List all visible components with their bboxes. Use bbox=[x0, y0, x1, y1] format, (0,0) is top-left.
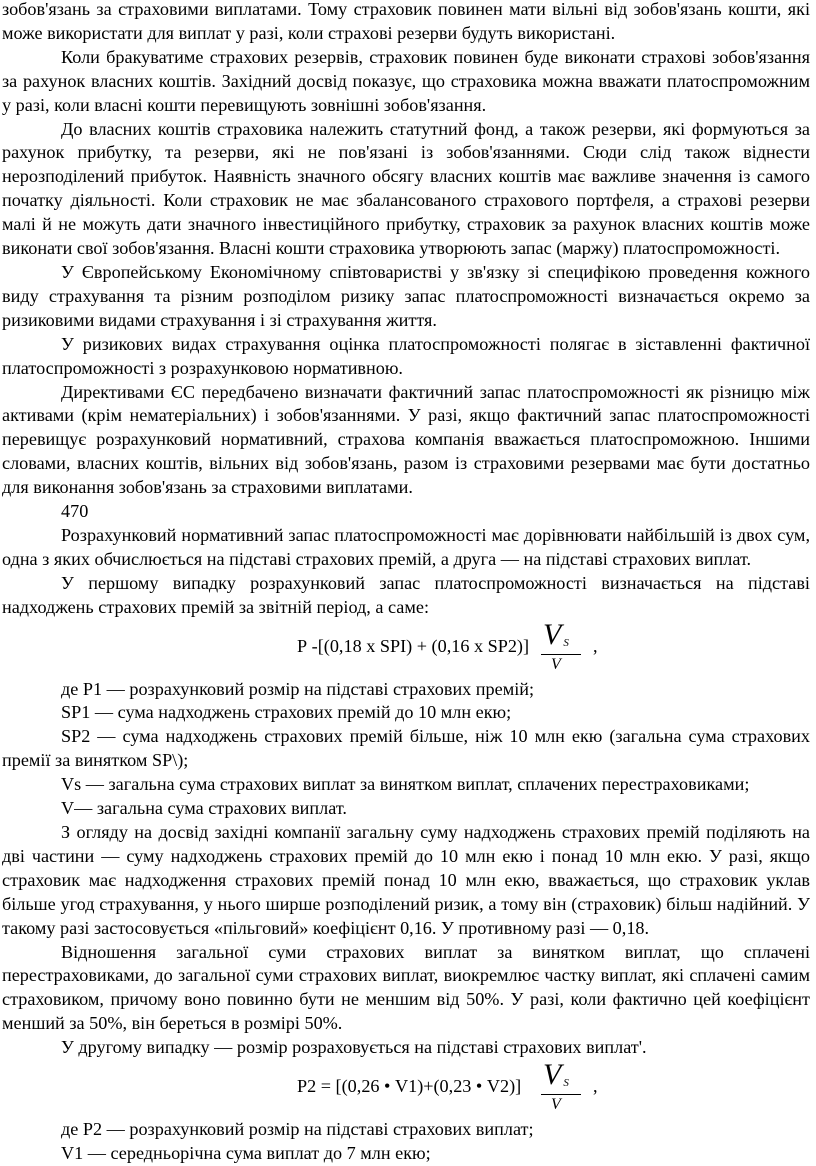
paragraph: де Р2 — розрахунковий розмір на підставі страхових виплат; bbox=[61, 1119, 534, 1140]
formula-payouts-expression: Р2 = [(0,26 • V1)+(0,23 • V2)] bbox=[297, 1076, 522, 1097]
paragraph: До власних коштів страховика належить статутний фонд, а також резерви, які формуються за рахунок прибутку, та резерви, які не пов'язані із зобов'язаннями. Сюди слід також віднести нерозподілений прибуток. Наявність значного обсягу власних коштів має важливе значення із самого початку діяльності. Коли страховик не має збалансованого страхового портфеля, а страхові резерви малі й не можуть дати значного інвестиційного прибутку, страховик за рахунок власних коштів може виконати свої зобов'язання. Власні кошти страховика утворюють запас (маржу) платоспроможності. bbox=[2, 118, 810, 259]
formula-premiums bbox=[0, 617, 816, 678]
fraction-numerator: V $_S$ bbox=[543, 617, 569, 651]
fraction-numerator: V $_S$ bbox=[543, 1058, 569, 1092]
paragraph: Розрахунковий нормативний запас платоспроможності має дорівнювати найбільшій із двох сум, одна з яких обчислюється на підставі страхових премій, а друга — на підставі страхових виплат. bbox=[2, 524, 810, 569]
paragraph: Коли бракуватиме страхових резервів, страховик повинен буде виконати страхові зобов'язання за рахунок власних коштів. Західний досвід показує, що страховика можна вважати платоспроможним у разі, коли власні кошти перевищують зовнішні зобов'язання. bbox=[2, 46, 810, 115]
formula-payouts-fraction bbox=[541, 1058, 585, 1116]
paragraph: Vs — загальна сума страхових виплат за винятком виплат, сплачених перестраховиками; bbox=[61, 774, 750, 795]
paragraph: SP2 — сума надходжень страхових премій більше, ніж 10 млн екю (загальна сума страхових премії за винятком SP\); bbox=[2, 726, 810, 771]
paragraph: У ризикових видах страхування оцінка платоспроможності полягає в зіставленні фактичної платоспроможності з розрахунковою нормативною. bbox=[2, 333, 810, 378]
formula-premiums-fraction bbox=[541, 617, 585, 676]
paragraph: зобов'язань за страховими виплатами. Тому страховик повинен мати вільні від зобов'язань кошти, які може використати для виплат у разі, коли страхові резерви будуть використані. bbox=[2, 0, 810, 43]
fraction-denominator: V bbox=[551, 1096, 561, 1114]
formula-premiums-comma: , bbox=[593, 635, 598, 656]
fraction-denominator: V bbox=[551, 655, 561, 673]
paragraph: SP1 — сума надходжень страхових премій до 10 млн екю; bbox=[61, 702, 512, 723]
paragraph: де Р1 — розрахунковий розмір на підставі страхових премій; bbox=[61, 678, 535, 699]
paragraph: V— загальна сума страхових виплат. bbox=[61, 798, 347, 819]
paragraph: У другому випадку — розмір розраховується на підставі страхових виплат'. bbox=[61, 1037, 647, 1058]
paragraph: У першому випадку розрахунковий запас платоспроможності визначається на підставі надходжень страхових премій за звітній період, а саме: bbox=[2, 572, 810, 617]
fraction-bar bbox=[541, 654, 581, 655]
paragraph: З огляду на досвід західні компанії загальну суму надходжень страхових премій поділяють на дві частини — суму надходжень страхових премій до 10 млн екю і понад 10 млн екю. У разі, якщо страховик має надходження страхових премій понад 10 млн екю, вважається, що страховик уклав більше угод страхування, у нього ширше розподілений ризик, а тому він (страховик) більш надійний. У такому разі застосовується «пільговий» коефіцієнт 0,16. У противному разі — 0,18. bbox=[2, 822, 810, 938]
paragraph: 470 bbox=[61, 501, 89, 522]
formula-payouts bbox=[0, 1060, 816, 1118]
paragraph: У Європейському Економічному співтоваристві у зв'язку зі специфікою проведення кожного виду страхування та різним розподілом ризику запас платоспроможності визначається окремо за ризиковими видами страхування і зі страхування життя. bbox=[2, 261, 810, 330]
formula-payouts-comma: , bbox=[593, 1076, 598, 1097]
text-block-c bbox=[0, 1118, 816, 1166]
paragraph: Відношення загальної суми страхових виплат за винятком виплат, що сплачені перестраховиками, до загальної суми страхових виплат, виокремлює частку виплат, які сплачені самим страховиком, причому воно повинно бути не меншим від 50%. У разі, коли фактично цей коефіцієнт менший за 50%, він береться в розмірі 50%. bbox=[2, 941, 810, 1034]
text-block-b bbox=[0, 678, 816, 1061]
fraction-bar bbox=[541, 1094, 581, 1095]
paragraph: Директивами ЄС передбачено визначати фактичний запас платоспроможності як різницю між активами (крім нематеріальних) і зобов'язаннями. У разі, якщо фактичний запас платоспроможності перевищує розрахунковий нормативний, страхова компанія вважається платоспроможною. Іншими словами, власних коштів, вільних від зобов'язань, разом із страховими резервами має бути достатньо для виконання зобов'язань за страховими виплатами. bbox=[2, 381, 810, 498]
formula-premiums-expression: Р -[(0,18 х SPI) + (0,16 х SP2)] bbox=[297, 635, 530, 656]
paragraph: V1 — середньорічна сума виплат до 7 млн екю; bbox=[61, 1142, 431, 1163]
